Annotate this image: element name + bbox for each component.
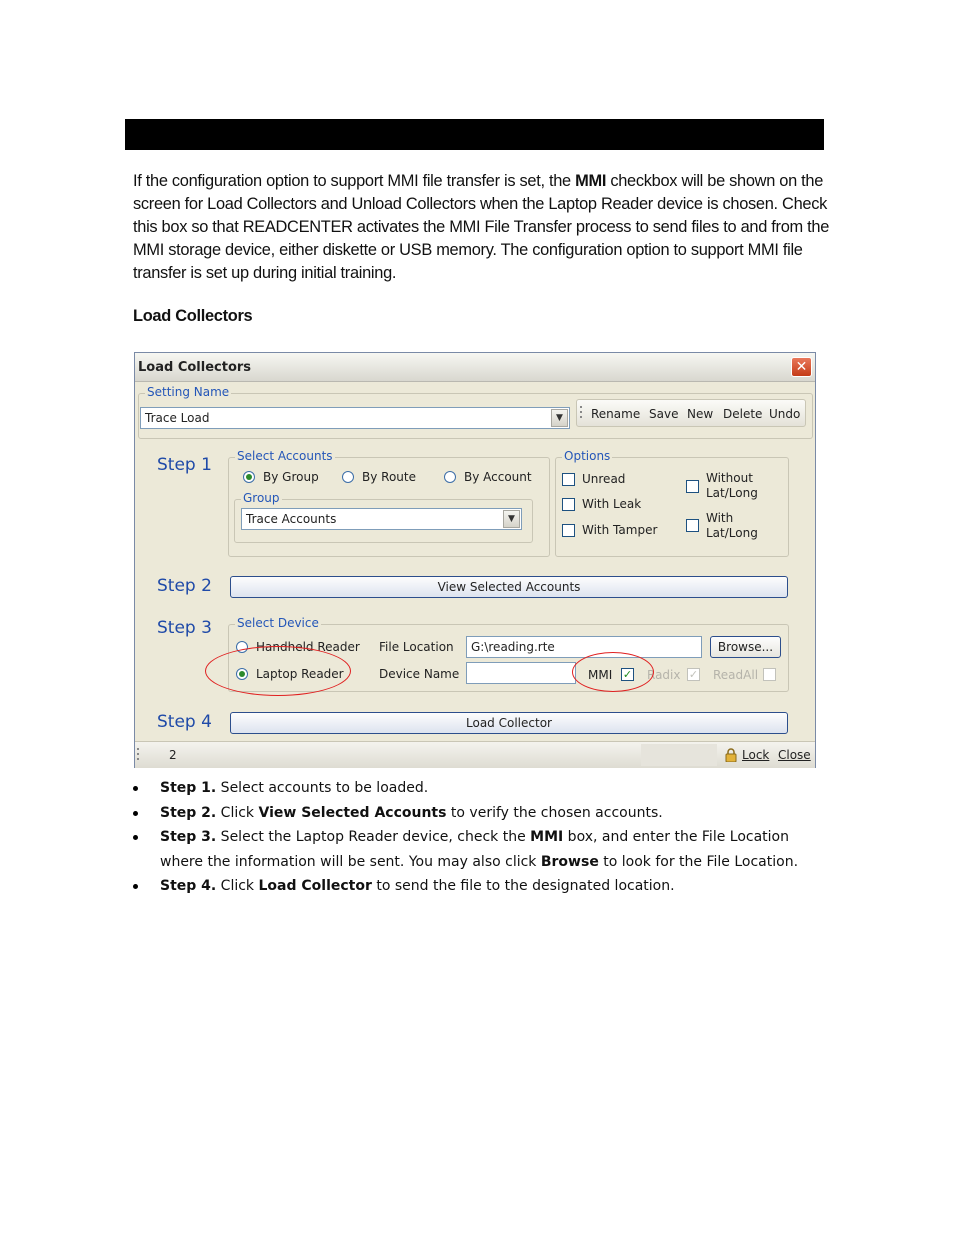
section-header-bar bbox=[125, 119, 824, 150]
close-icon[interactable]: ✕ bbox=[791, 357, 812, 377]
with-tamper-checkbox[interactable] bbox=[562, 524, 575, 537]
laptop-reader-label: Laptop Reader bbox=[256, 667, 344, 681]
bullet-step: Step 1. bbox=[160, 780, 217, 796]
step-3-label: Step 3 bbox=[157, 618, 212, 638]
toolbar-grip[interactable] bbox=[580, 406, 582, 408]
laptop-reader-highlight bbox=[205, 646, 351, 696]
bullet-text: to verify the chosen accounts. bbox=[446, 804, 663, 821]
delete-button[interactable]: Delete bbox=[723, 407, 763, 421]
by-account-label: By Account bbox=[464, 470, 532, 484]
intro-text-1: If the configuration option to support MMI file transfer is set, the bbox=[133, 172, 576, 190]
setting-name-value: Trace Load bbox=[145, 411, 210, 425]
record-count: 2 bbox=[169, 748, 177, 762]
statusbar-grip bbox=[137, 748, 139, 750]
select-accounts-legend: Select Accounts bbox=[237, 449, 333, 463]
statusbar-grip bbox=[137, 758, 139, 760]
bullet-step: Step 4. bbox=[160, 878, 217, 894]
readall-label: ReadAll bbox=[713, 668, 759, 682]
by-route-label: By Route bbox=[362, 470, 416, 484]
mmi-checkbox[interactable]: ✓ bbox=[622, 668, 633, 681]
bullet-bold: MMI bbox=[530, 829, 564, 845]
without-latlong-checkbox[interactable] bbox=[686, 480, 699, 493]
by-account-radio[interactable] bbox=[444, 471, 456, 483]
unread-checkbox[interactable] bbox=[562, 473, 575, 486]
bullet-dot bbox=[133, 786, 138, 791]
handheld-reader-label: Handheld Reader bbox=[256, 640, 360, 654]
group-legend: Group bbox=[243, 491, 280, 505]
intro-mmi-bold: MMI bbox=[575, 172, 607, 190]
without-latlong-label-2: Lat/Long bbox=[706, 486, 758, 500]
load-collector-button[interactable]: Load Collector bbox=[230, 712, 788, 734]
radix-label: Radix bbox=[647, 668, 681, 682]
window-title: Load Collectors bbox=[138, 360, 252, 375]
setting-name-legend: Setting Name bbox=[147, 385, 230, 399]
close-button[interactable]: Close bbox=[778, 748, 811, 762]
setting-name-combo[interactable] bbox=[140, 407, 570, 429]
unread-label: Unread bbox=[582, 472, 626, 486]
group-value: Trace Accounts bbox=[246, 512, 337, 526]
bullet-text: box, and enter the File Location where the information will be sent. You may also click bbox=[160, 829, 789, 870]
status-panel bbox=[641, 744, 717, 766]
new-button[interactable]: New bbox=[687, 407, 714, 421]
chevron-down-icon[interactable]: ▼ bbox=[503, 510, 520, 528]
with-latlong-checkbox[interactable] bbox=[686, 519, 699, 532]
lock-button[interactable]: Lock bbox=[742, 748, 770, 762]
bullet-text: to look for the File Location. bbox=[598, 853, 799, 870]
load-collectors-window bbox=[134, 352, 816, 768]
device-name-label: Device Name bbox=[379, 667, 460, 681]
step-2-label: Step 2 bbox=[157, 576, 212, 596]
bullet-dot bbox=[133, 835, 138, 840]
view-selected-accounts-button[interactable]: View Selected Accounts bbox=[230, 576, 788, 598]
radix-checkbox[interactable]: ✓ bbox=[688, 668, 699, 681]
intro-text-2: checkbox will be shown on the screen for Load Collectors and Unload Collectors when the Laptop Reader device is chosen. Check this box so that READCENTER activates the MMI File Transfer process to send files to and from the MMI storage device, either diskette or USB memory. The configuration option to support MMI file transfer is set up during initial training. bbox=[133, 172, 830, 282]
select-device-legend: Select Device bbox=[237, 616, 319, 630]
by-group-label: By Group bbox=[263, 470, 319, 484]
bullet-step: Step 2. bbox=[160, 804, 217, 821]
readall-checkbox[interactable] bbox=[763, 668, 776, 681]
with-tamper-label: With Tamper bbox=[582, 523, 658, 537]
file-location-input[interactable]: G:\reading.rte bbox=[466, 636, 702, 658]
list-item bbox=[133, 801, 833, 826]
list-item bbox=[133, 776, 833, 801]
toolbar-grip[interactable] bbox=[580, 416, 582, 418]
chevron-down-icon[interactable]: ▼ bbox=[551, 409, 568, 427]
with-leak-label: With Leak bbox=[582, 497, 642, 511]
section-title: Load Collectors bbox=[133, 307, 253, 325]
bullet-dot bbox=[133, 811, 138, 816]
bullet-bold: Browse bbox=[540, 853, 599, 870]
with-latlong-label-2: Lat/Long bbox=[706, 526, 758, 540]
file-location-label: File Location bbox=[379, 640, 454, 654]
step-4-label: Step 4 bbox=[157, 712, 212, 732]
toolbar-grip[interactable] bbox=[580, 411, 582, 413]
setting-toolbar bbox=[576, 399, 806, 427]
bullet-text: Select accounts to be loaded. bbox=[216, 780, 429, 796]
bullet-bold: Load Collector bbox=[258, 878, 372, 894]
bullet-step: Step 3. bbox=[160, 829, 217, 845]
bullet-bold: View Selected Accounts bbox=[258, 804, 447, 821]
options-legend: Options bbox=[564, 449, 611, 463]
mmi-label: MMI bbox=[588, 668, 613, 682]
list-item bbox=[133, 874, 833, 899]
intro-paragraph bbox=[133, 170, 833, 285]
rename-button[interactable]: Rename bbox=[591, 407, 641, 421]
browse-button[interactable]: Browse... bbox=[710, 636, 781, 658]
lock-icon[interactable] bbox=[725, 748, 737, 762]
status-bar bbox=[135, 741, 815, 768]
by-route-radio[interactable] bbox=[342, 471, 354, 483]
window-titlebar bbox=[135, 353, 815, 382]
undo-button[interactable]: Undo bbox=[769, 407, 801, 421]
by-group-radio[interactable] bbox=[243, 471, 255, 483]
bullet-text: to send the file to the designated location. bbox=[371, 878, 675, 894]
bullet-text: Click bbox=[216, 878, 259, 894]
with-leak-checkbox[interactable] bbox=[562, 498, 575, 511]
bullet-dot bbox=[133, 884, 138, 889]
statusbar-grip bbox=[137, 753, 139, 755]
step-list bbox=[133, 776, 833, 899]
without-latlong-label-1: Without bbox=[706, 471, 753, 485]
save-button[interactable]: Save bbox=[649, 407, 679, 421]
device-name-input[interactable] bbox=[466, 662, 576, 684]
step-1-label: Step 1 bbox=[157, 455, 212, 475]
mmi-highlight bbox=[572, 652, 654, 692]
with-latlong-label-1: With bbox=[706, 511, 734, 525]
bullet-text: Select the Laptop Reader device, check the bbox=[216, 829, 531, 845]
group-combo[interactable] bbox=[241, 508, 522, 530]
bullet-text: Click bbox=[216, 804, 259, 821]
list-item bbox=[133, 825, 833, 874]
